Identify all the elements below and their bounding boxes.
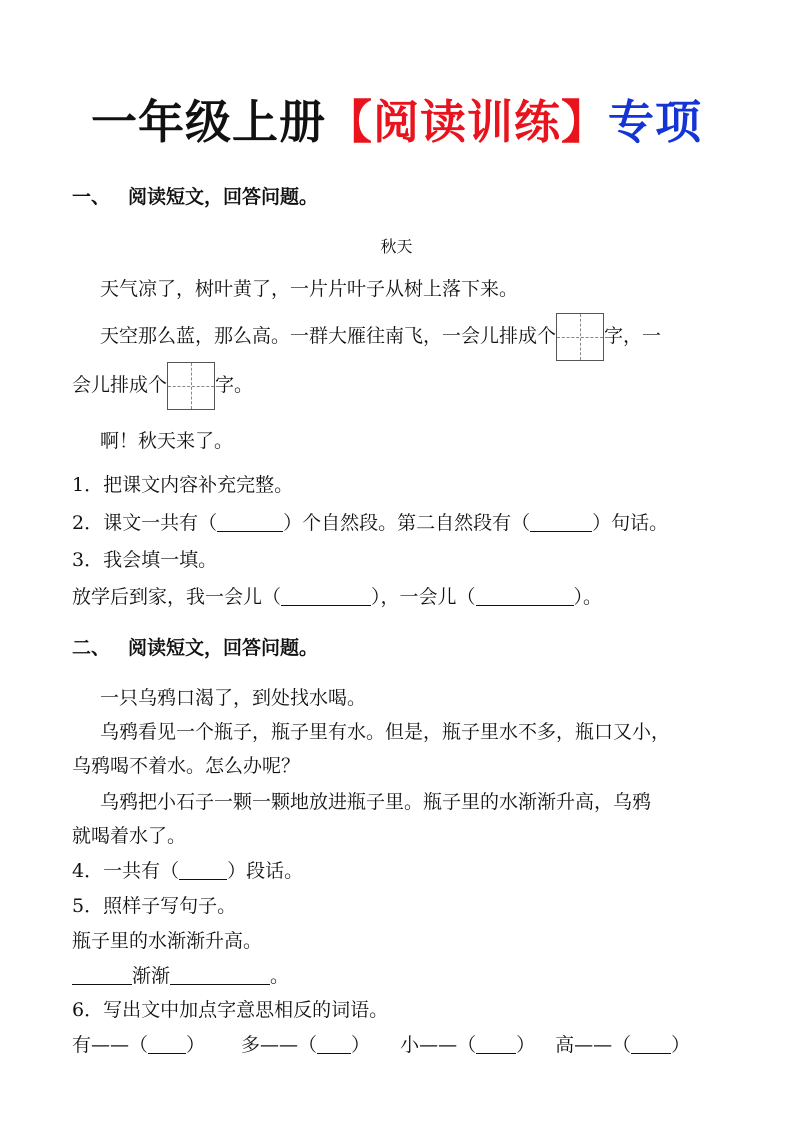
story-1-paragraph-3: 啊！秋天来了。 (100, 430, 234, 452)
text-fragment: 4．一共有（ (72, 860, 180, 882)
text-fragment: 高——（ (555, 1034, 632, 1056)
section-1-instruction: 阅读短文，回答问题。 (128, 186, 319, 208)
text-fragment: 2．课文一共有（ (72, 512, 218, 534)
story-2-paragraph-1: 一只乌鸦口渴了，到处找水喝。 (100, 687, 367, 709)
text-fragment: 放学后到家，我一会儿（ (72, 586, 282, 608)
section-2-instruction: 阅读短文，回答问题。 (128, 637, 319, 659)
text-fragment: ）个自然段。第二自然段有（ (283, 512, 531, 534)
text-fragment: 有——（ (72, 1034, 149, 1056)
text-fragment: 字。 (215, 374, 254, 396)
text-fragment: ） (516, 1034, 536, 1056)
story-1-paragraph-2-line-1 (100, 313, 661, 361)
answer-blank[interactable] (530, 512, 592, 532)
story-2-paragraph-2-line-2: 乌鸦喝不着水。怎么办呢？ (72, 755, 301, 777)
answer-blank[interactable] (317, 1034, 351, 1054)
answer-blank[interactable] (148, 1034, 186, 1054)
story-2-paragraph-3-line-1: 乌鸦把小石子一颗一颗地放进瓶子里。瓶子里的水渐渐升高，乌鸦 (100, 791, 652, 813)
answer-blank[interactable] (631, 1034, 671, 1054)
title-topic: 【阅读训练】 (326, 95, 608, 149)
question-3-sentence (72, 582, 602, 609)
story-1-paragraph-1: 天气凉了，树叶黄了，一片片叶子从树上落下来。 (100, 278, 519, 300)
question-2 (72, 508, 668, 535)
answer-blank[interactable] (72, 965, 132, 985)
story-1-paragraph-2-line-2 (72, 362, 253, 410)
question-4 (72, 856, 303, 883)
text-fragment: 渐渐 (132, 965, 171, 987)
character-grid-box-1[interactable] (556, 313, 604, 361)
title-suffix: 专项 (608, 95, 702, 149)
question-5: 5．照样子写句子。 (72, 895, 237, 917)
question-1: 1．把课文内容补充完整。 (72, 474, 294, 496)
section-2-number: 二、 (72, 637, 111, 659)
answer-blank[interactable] (281, 586, 371, 606)
page-title (0, 86, 793, 152)
text-fragment: 小——（ (400, 1034, 477, 1056)
title-grade: 一年级上册 (91, 95, 326, 149)
question-6: 6．写出文中加点字意思相反的词语。 (72, 999, 389, 1021)
story-1-title: 秋天 (380, 237, 413, 256)
text-fragment: 天空那么蓝，那么高。一群大雁往南飞，一会儿排成个 (100, 325, 557, 347)
text-fragment: 多——（ (241, 1034, 318, 1056)
text-fragment: ）段话。 (227, 860, 304, 882)
text-fragment: ）。 (573, 586, 603, 608)
section-1-number: 一、 (72, 186, 111, 208)
text-fragment: 字，一 (604, 325, 662, 347)
text-fragment: ） (671, 1034, 691, 1056)
text-fragment: ） (351, 1034, 371, 1056)
story-2-paragraph-2-line-1: 乌鸦看见一个瓶子，瓶子里有水。但是，瓶子里水不多，瓶口又小， (100, 721, 671, 743)
answer-blank[interactable] (476, 1034, 516, 1054)
answer-blank[interactable] (476, 586, 574, 606)
answer-blank[interactable] (179, 860, 227, 880)
text-fragment: ），一会儿（ (371, 586, 476, 608)
story-2-paragraph-3-line-2: 就喝着水了。 (72, 825, 187, 847)
character-grid-box-2[interactable] (167, 362, 215, 410)
section-2-heading (72, 633, 318, 660)
text-fragment: ） (186, 1034, 206, 1056)
answer-blank[interactable] (217, 512, 283, 532)
question-6-answers (72, 1030, 690, 1057)
question-5-example: 瓶子里的水渐渐升高。 (72, 930, 263, 952)
question-3: 3．我会填一填。 (72, 549, 218, 571)
text-fragment: ）句话。 (592, 512, 669, 534)
section-1-heading (72, 182, 318, 209)
question-5-answer (72, 961, 289, 988)
text-fragment: 。 (270, 965, 290, 987)
text-fragment: 会儿排成个 (72, 374, 168, 396)
answer-blank[interactable] (170, 965, 270, 985)
